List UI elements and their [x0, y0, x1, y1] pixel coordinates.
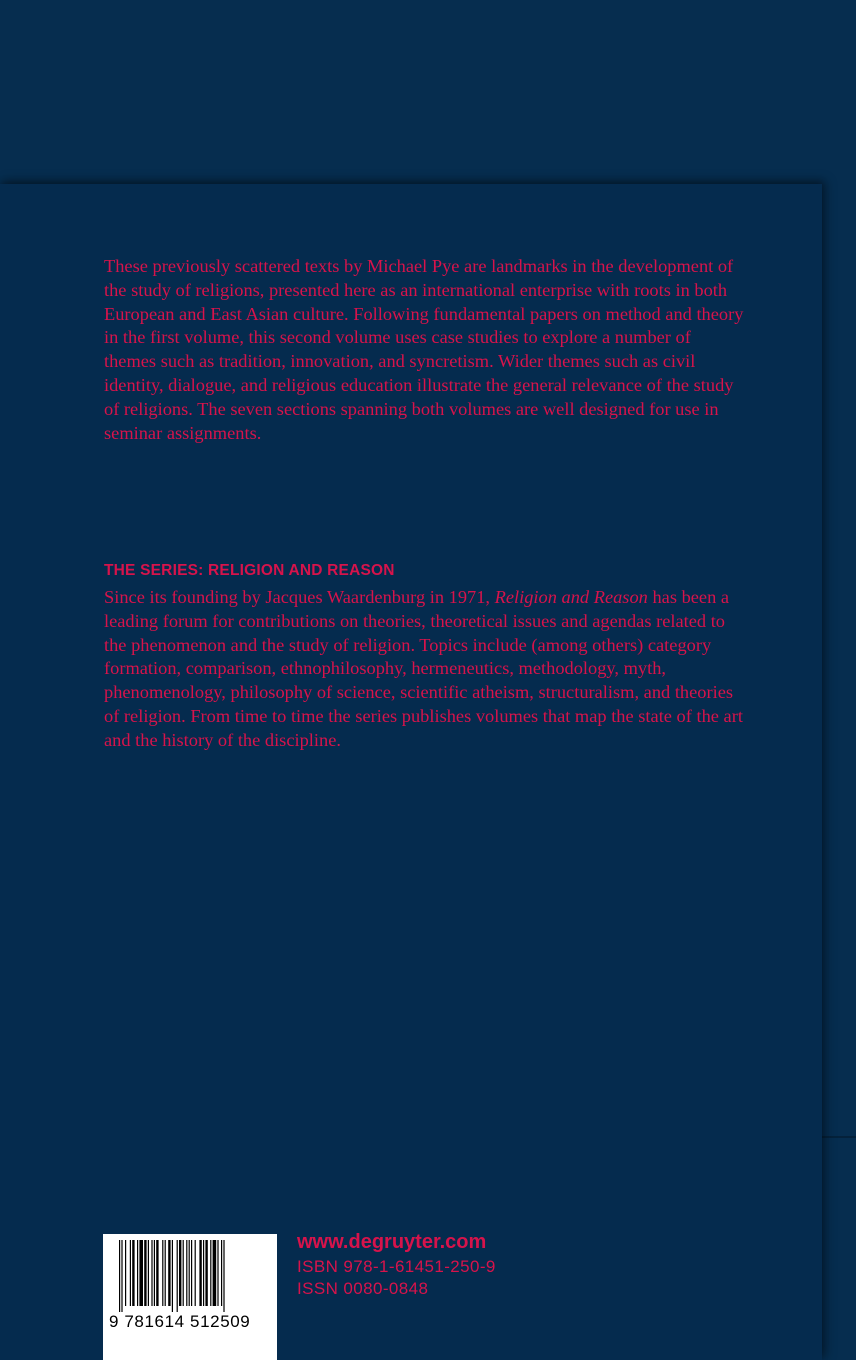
cover-edge — [822, 1136, 856, 1138]
barcode-bar — [177, 1240, 178, 1312]
barcode-bar — [186, 1240, 187, 1306]
barcode-bar — [139, 1240, 143, 1306]
barcode-bar — [191, 1240, 192, 1306]
barcode-bars — [119, 1240, 263, 1312]
barcode-bar — [121, 1240, 122, 1312]
series-text-before: Since its founding by Jacques Waardenburg in 1971, — [104, 587, 495, 607]
isbn-number: ISBN 978-1-61451-250-9 — [297, 1257, 496, 1276]
barcode-bar — [162, 1240, 163, 1306]
barcode-bar — [210, 1240, 211, 1306]
publisher-url[interactable]: www.degruyter.com — [297, 1231, 487, 1253]
barcode-bar — [199, 1240, 201, 1306]
barcode — [103, 1234, 277, 1360]
barcode-bar — [130, 1240, 131, 1306]
barcode-bar — [165, 1240, 166, 1306]
barcode-bar — [154, 1240, 155, 1306]
barcode-bar — [203, 1240, 204, 1306]
barcode-bar — [151, 1240, 152, 1306]
barcode-bar — [125, 1240, 126, 1306]
issn-number: ISSN 0080-0848 — [297, 1279, 429, 1298]
barcode-bar — [195, 1240, 196, 1306]
book-description: These previously scattered texts by Michael Pye are landmarks in the development of the study of religions, presented here as an international enterprise with roots in both European and East Asian culture. Following fundamental papers on method and theory in the first volume, this second volume uses case studies to explore a number of themes such as tradition, innovation, and syncretism. Wider themes such as civil identity, dialogue, and religious education illustrate the general relevance of the study of religions. The seven sections spanning both volumes are well designed for use in seminar assignments. — [104, 256, 744, 443]
barcode-bar — [189, 1240, 190, 1306]
barcode-bar — [119, 1240, 120, 1312]
series-description — [104, 586, 744, 753]
series-text-after: has been a leading forum for contributions on theories, theoretical issues and agendas related to the phenomenon and the study of religion. Topics include (among others) category formation, comparison, ethnophilosophy, hermeneutics, methodology, myth, phenomenology, philosophy of science, scientific atheism, structuralism, and theories of religion. From time to time the series publishes volumes that map the state of the art and the history of the discipline. — [104, 587, 743, 750]
barcode-bar — [148, 1240, 149, 1306]
series-title: Religion and Reason — [494, 587, 648, 607]
barcode-bar — [156, 1240, 158, 1306]
barcode-bar — [168, 1240, 170, 1306]
barcode-bar — [217, 1240, 218, 1306]
barcode-bar — [137, 1240, 138, 1306]
barcode-digits: 9 781614 512509 — [109, 1312, 251, 1331]
barcode-bar — [221, 1240, 222, 1306]
barcode-bar — [132, 1240, 134, 1306]
series-heading: THE SERIES: RELIGION AND REASON — [104, 562, 395, 579]
barcode-bar — [183, 1240, 184, 1306]
barcode-bar — [172, 1240, 173, 1312]
barcode-bar — [179, 1240, 181, 1306]
barcode-bar — [205, 1240, 207, 1306]
barcode-bar — [213, 1240, 217, 1306]
barcode-bar — [144, 1240, 146, 1306]
barcode-bar — [223, 1240, 224, 1312]
